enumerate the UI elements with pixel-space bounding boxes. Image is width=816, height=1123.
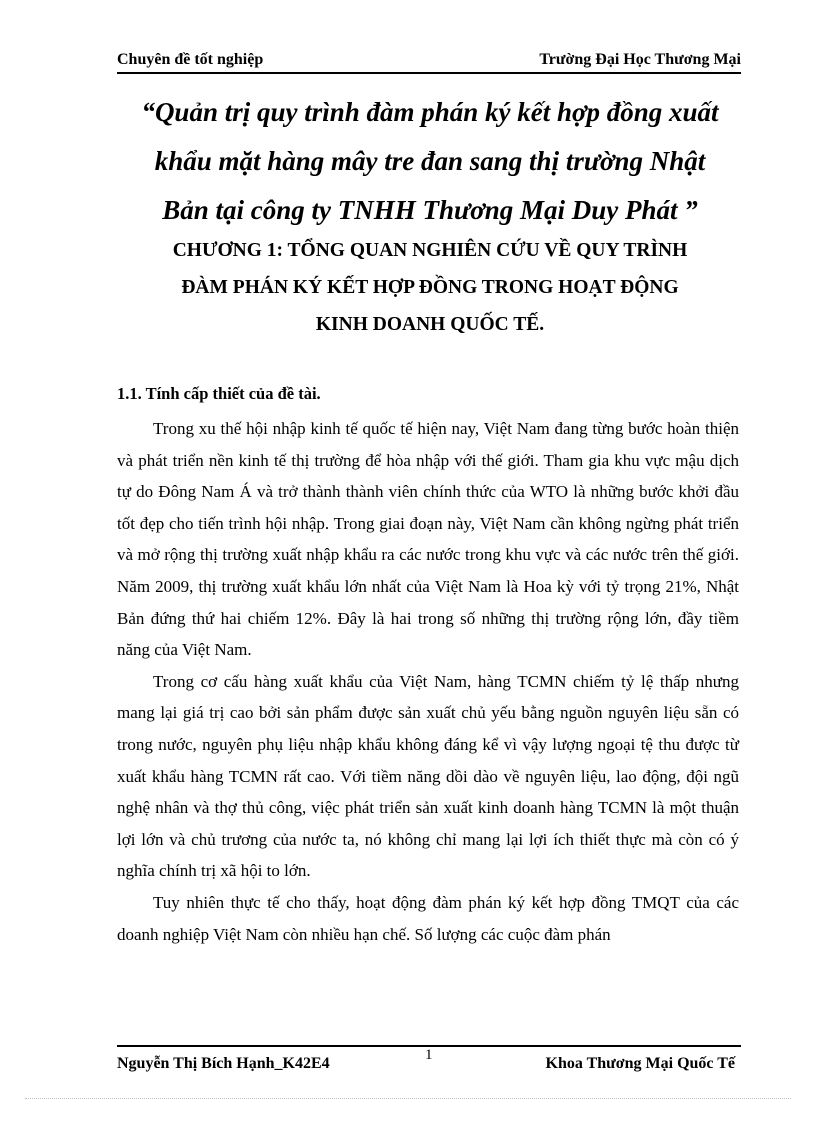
paragraph-3: Tuy nhiên thực tế cho thấy, hoạt động đàm phán ký kết hợp đồng TMQT của các doanh nghiệp Việt Nam còn nhiều hạn chế. Số lượng các cuộc đàm phán bbox=[117, 892, 739, 944]
footer-author: Nguyễn Thị Bích Hạnh_K42E4 bbox=[117, 1055, 330, 1072]
chapter-line-1: CHƯƠNG 1: TỔNG QUAN NGHIÊN CỨU VỀ QUY TRÌNH bbox=[172, 240, 688, 261]
paragraph-1: Trong xu thế hội nhập kinh tế quốc tế hiện nay, Việt Nam đang từng bước hoàn thiện và phát triển nền kinh tế thị trường để hòa nhập với thế giới. Tham gia khu vực mậu dịch tự do Đông Nam Á và trở thành thành viên chính thức của WTO là những bước khởi đầu tốt đẹp cho tiến trình hội nhập. Trong giai đoạn này, Việt Nam cần không ngừng phát triển và mở rộng thị trường xuất nhập khẩu ra các nước trong khu vực và các nước trên thế giới. Năm 2009, thị trường xuất khẩu lớn nhất của Việt Nam là Hoa kỳ với tỷ trọng 21%, Nhật Bản đứng thứ hai chiếm 12%. Đây là hai trong số những thị trường rộng lớn, đầy tiềm năng của Việt Nam. bbox=[117, 419, 739, 660]
chapter-heading bbox=[100, 232, 760, 343]
document-title bbox=[100, 88, 760, 235]
title-line-2: khẩu mặt hàng mây tre đan sang thị trường Nhật bbox=[154, 146, 706, 176]
title-line-1: “Quản trị quy trình đàm phán ký kết hợp đồng xuất bbox=[141, 97, 719, 127]
footer-department: Khoa Thương Mại Quốc Tế bbox=[545, 1055, 735, 1072]
header-left-text: Chuyên đề tốt nghiệp bbox=[117, 51, 264, 68]
paragraph-2: Trong cơ cấu hàng xuất khẩu của Việt Nam, hàng TCMN chiếm tỷ lệ thấp nhưng mang lại giá trị cao bởi sản phẩm được sản xuất chủ yếu bằng nguồn nguyên liệu sẵn có trong nước, nguyên phụ liệu nhập khẩu không đáng kể vì vậy lượng ngoại tệ thu được từ xuất khẩu hàng TCMN rất cao. Với tiềm năng dồi dào về nguyên liệu, lao động, đội ngũ nghệ nhân và thợ thủ công, việc phát triển sản xuất kinh doanh hàng TCMN là một thuận lợi lớn và chủ trương của nước ta, nó không chỉ mang lại lợi ích thiết thực mà còn có ý nghĩa chính trị xã hội to lớn. bbox=[117, 671, 739, 881]
page-header bbox=[117, 48, 741, 74]
header-right-text: Trường Đại Học Thương Mại bbox=[539, 51, 741, 68]
title-line-3: Bản tại công ty TNHH Thương Mại Duy Phát ” bbox=[162, 195, 698, 225]
chapter-line-2: ĐÀM PHÁN KÝ KẾT HỢP ĐỒNG TRONG HOẠT ĐỘNG bbox=[181, 277, 679, 298]
page-bottom-rule bbox=[25, 1098, 791, 1099]
body-text bbox=[117, 413, 739, 950]
section-heading: 1.1. Tính cấp thiết của đề tài. bbox=[117, 384, 321, 403]
chapter-line-3: KINH DOANH QUỐC TẾ. bbox=[315, 314, 545, 335]
page-number: 1 bbox=[425, 1047, 433, 1063]
page-footer bbox=[117, 1047, 741, 1077]
